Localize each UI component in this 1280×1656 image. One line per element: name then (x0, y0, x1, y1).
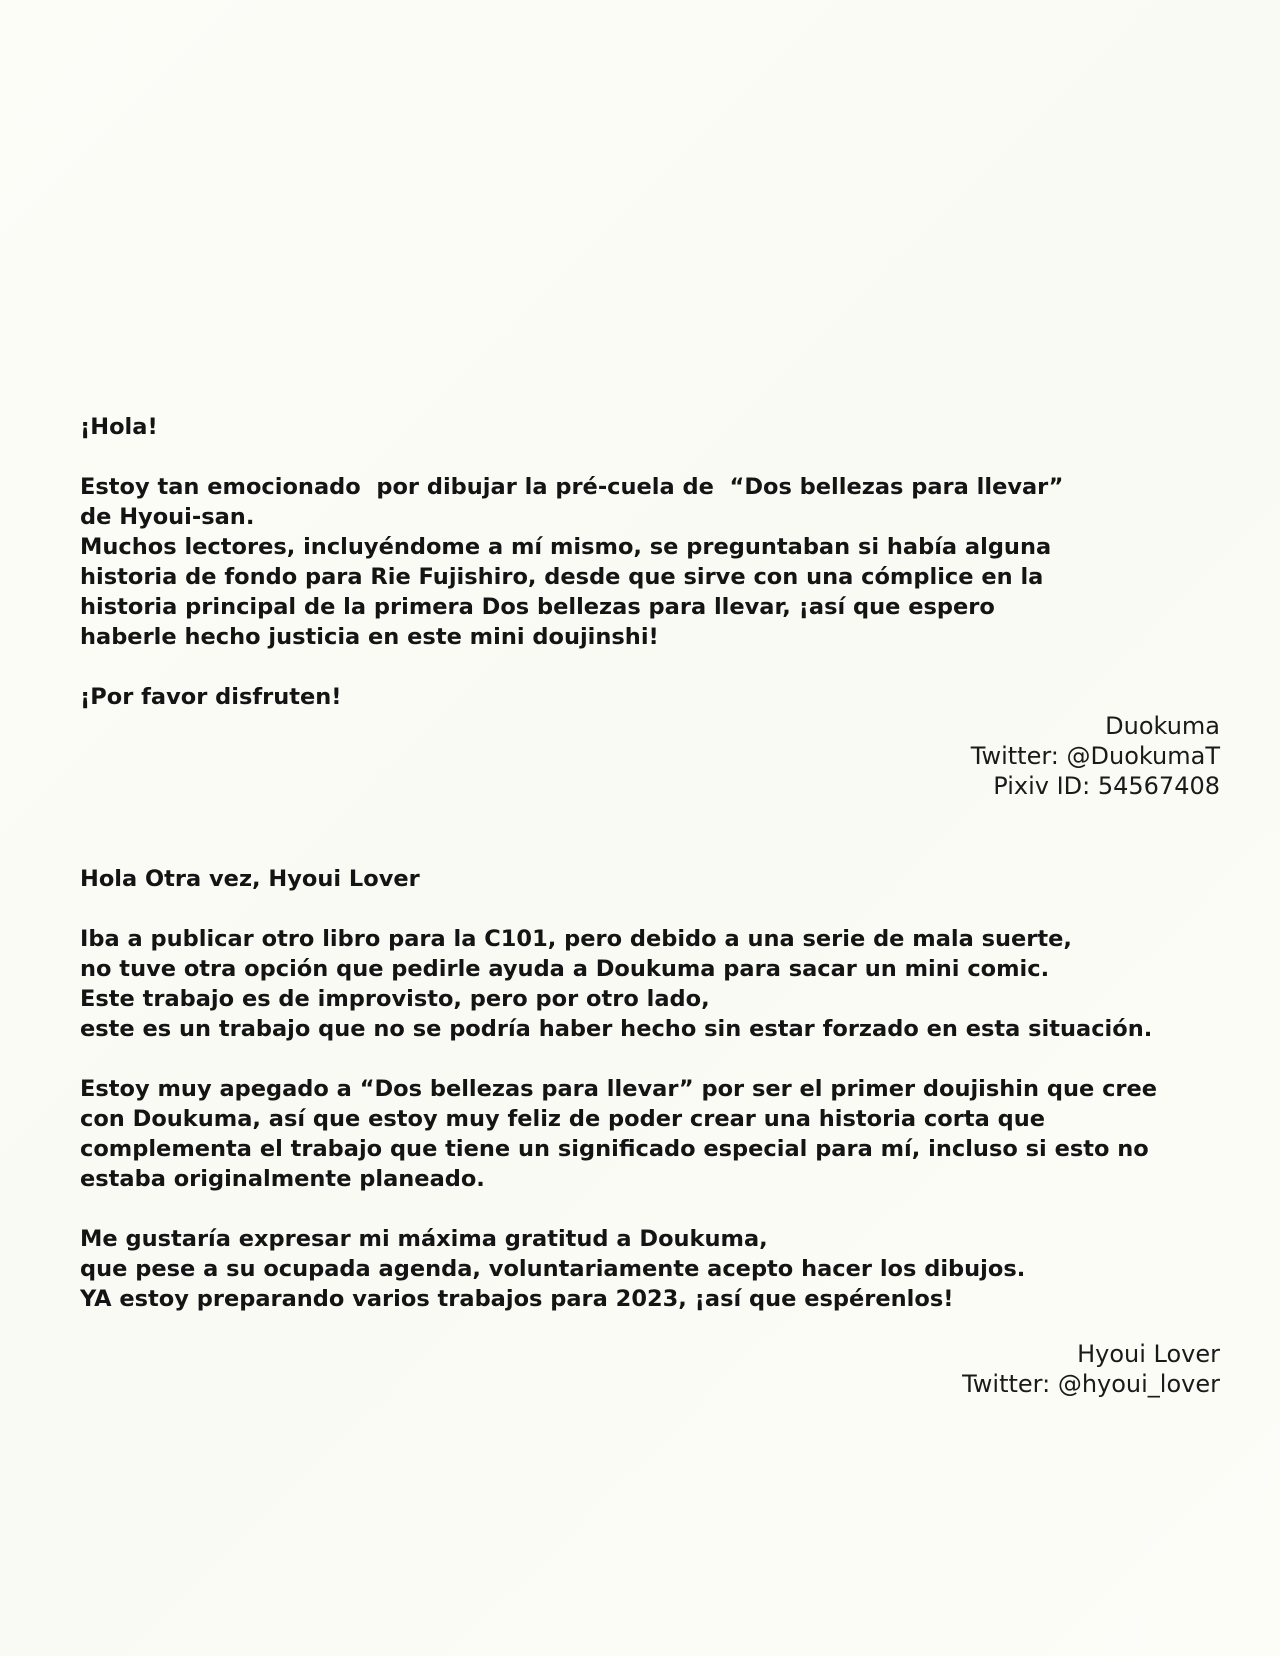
text-line: de Hyoui-san. (80, 504, 255, 530)
text-line: YA estoy preparando varios trabajos para 2023, ¡así que espérenlos! (80, 1286, 954, 1312)
author-twitter: Twitter: @DuokumaT (970, 742, 1220, 770)
letter-hyoui-lover (80, 864, 1220, 1314)
text-line: historia de fondo para Rie Fujishiro, desde que sirve con una cómplice en la (80, 564, 1044, 590)
greeting: Hola Otra vez, Hyoui Lover (80, 866, 420, 892)
text-line: Me gustaría expresar mi máxima gratitud a Doukuma, (80, 1226, 768, 1252)
text-line: con Doukuma, así que estoy muy feliz de poder crear una historia corta que (80, 1106, 1045, 1132)
body-paragraph (80, 924, 1220, 1044)
text-line: Estoy tan emocionado por dibujar la pré-cuela de “Dos bellezas para llevar” (80, 474, 1064, 500)
text-line: Estoy muy apegado a “Dos bellezas para llevar” por ser el primer doujishin que cree (80, 1076, 1158, 1102)
closing-paragraph (80, 682, 1220, 712)
body-paragraph (80, 472, 1220, 652)
greeting: ¡Hola! (80, 414, 158, 440)
author-name: Hyoui Lover (1077, 1340, 1220, 1368)
text-line: haberle hecho justicia en este mini doujinshi! (80, 624, 659, 650)
letter-duokuma (80, 412, 1220, 712)
text-line: complementa el trabajo que tiene un significado especial para mí, incluso si esto no (80, 1136, 1149, 1162)
body-paragraph (80, 1224, 1220, 1314)
text-line: estaba originalmente planeado. (80, 1166, 485, 1192)
text-line: que pese a su ocupada agenda, voluntariamente acepto hacer los dibujos. (80, 1256, 1026, 1282)
signature-duokuma (971, 711, 1220, 801)
body-paragraph (80, 1074, 1220, 1194)
text-line: no tuve otra opción que pedirle ayuda a Doukuma para sacar un mini comic. (80, 956, 1050, 982)
author-name: Duokuma (1105, 712, 1220, 740)
greeting-paragraph (80, 412, 1220, 442)
greeting-paragraph (80, 864, 1220, 894)
signature-hyoui-lover (962, 1339, 1220, 1399)
text-line: este es un trabajo que no se podría haber hecho sin estar forzado en esta situación. (80, 1016, 1153, 1042)
text-line: Este trabajo es de improvisto, pero por otro lado, (80, 986, 710, 1012)
text-line: historia principal de la primera Dos bellezas para llevar, ¡así que espero (80, 594, 995, 620)
text-line: Muchos lectores, incluyéndome a mí mismo, se preguntaban si había alguna (80, 534, 1052, 560)
author-pixiv: Pixiv ID: 54567408 (993, 772, 1220, 800)
text-line: Iba a publicar otro libro para la C101, pero debido a una serie de mala suerte, (80, 926, 1072, 952)
closing: ¡Por favor disfruten! (80, 684, 342, 710)
author-twitter: Twitter: @hyoui_lover (962, 1370, 1220, 1398)
